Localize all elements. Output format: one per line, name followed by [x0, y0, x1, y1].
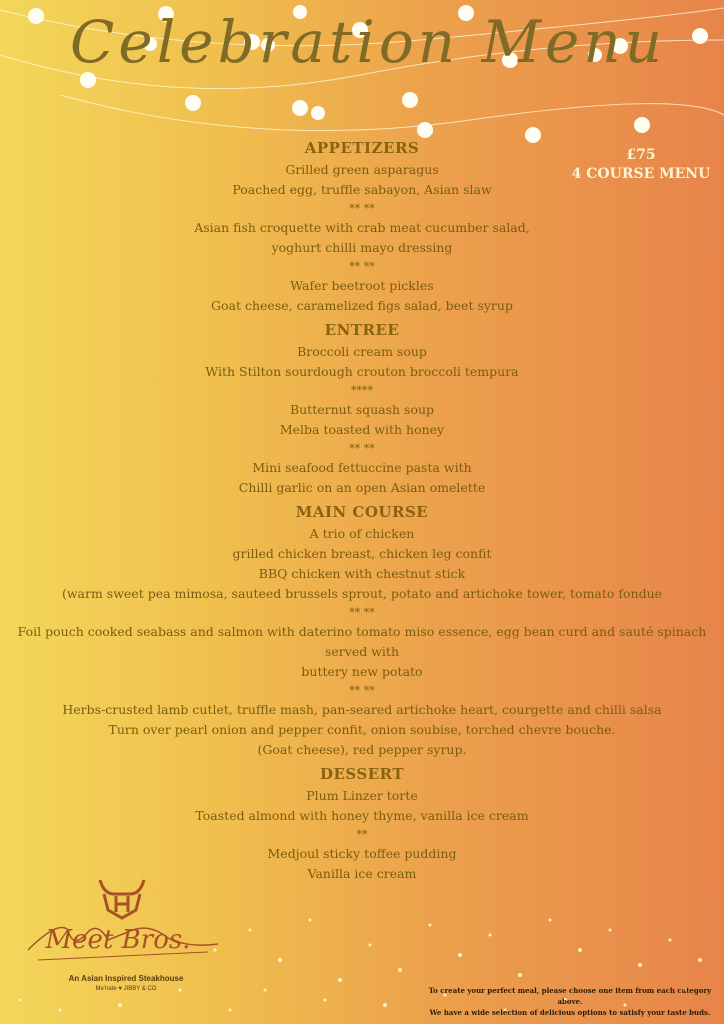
brand-name: Meet Bros. [45, 925, 191, 955]
menu-item-line: Plum Linzer torte [306, 788, 418, 803]
menu-item-line: Chilli garlic on an open Asian omelette [238, 480, 486, 495]
menu-item-line: Melba toasted with honey [279, 422, 445, 437]
menu-item-line: Herbs-crusted lamb cutlet, truffle mash, pan-seared artichoke heart, courgette and chilli salsa [62, 702, 662, 717]
separator: ** [356, 828, 368, 841]
menu-item-line: Mini seafood fettuccine pasta with [252, 460, 472, 475]
brand-partners: Me'nate ♥ JIBBY & CO [95, 986, 157, 992]
brand-tagline: An Asian Inspired Steakhouse [68, 974, 184, 983]
section-heading: APPETIZERS [304, 139, 420, 157]
footnote [420, 985, 720, 1018]
menu-item-line: (warm sweet pea mimosa, sauteed brussels sprout, potato and artichoke tower, tomato fondue [61, 586, 663, 601]
menu-item-line: buttery new potato [301, 664, 423, 679]
menu-item-line: Asian fish croquette with crab meat cucumber salad, [194, 220, 530, 235]
menu-content [0, 134, 724, 884]
menu-item-line: Broccoli cream soup [297, 344, 427, 359]
separator: ** ** [349, 260, 375, 273]
footnote-line: To create your perfect meal, please choose one item from each category above. [428, 986, 712, 1006]
separator: **** [351, 384, 373, 397]
menu-item-line: With Stilton sourdough crouton broccoli tempura [205, 364, 519, 379]
menu-item-line: Poached egg, truffle sabayon, Asian slaw [232, 182, 492, 197]
menu-item-line: (Goat cheese), red pepper syrup. [257, 742, 467, 757]
menu-title: Celebration Menu [70, 8, 666, 76]
separator: ** ** [349, 202, 375, 215]
price: £75 [626, 147, 656, 163]
section-heading: MAIN COURSE [295, 503, 429, 521]
separator: ** ** [349, 442, 375, 455]
footnote-line: We have a wide selection of delicious options to satisfy your taste buds. [429, 1008, 711, 1017]
section-heading: DESSERT [319, 765, 405, 783]
menu-item-line: Butternut squash soup [289, 402, 435, 417]
menu-item-line: A trio of chicken [309, 526, 415, 541]
menu-item-line: Grilled green asparagus [285, 162, 439, 177]
bull-icon [100, 880, 144, 918]
price-label: 4 COURSE MENU [571, 166, 711, 182]
menu-item-line: Goat cheese, caramelized figs salad, beet syrup [211, 298, 513, 313]
menu-item-line: BBQ chicken with chestnut stick [258, 566, 466, 581]
menu-item-line: grilled chicken breast, chicken leg confit [232, 546, 492, 561]
section-heading: ENTREE [324, 321, 400, 339]
menu-item-line: Wafer beetroot pickles [290, 278, 434, 293]
menu-item-line: Turn over pearl onion and pepper confit, onion soubise, torched chevre bouche. [108, 722, 616, 737]
menu-item-line: Toasted almond with honey thyme, vanilla ice cream [195, 808, 529, 823]
menu-item-line: Vanilla ice cream [307, 866, 417, 881]
separator: ** ** [349, 684, 375, 697]
menu-item-line: Medjoul sticky toffee pudding [267, 846, 457, 861]
menu-item-line: yoghurt chilli mayo dressing [271, 240, 453, 255]
menu-item-line: Foil pouch cooked seabass and salmon with daterino tomato miso essence, egg bean curd and sauté spinach served with [17, 624, 707, 659]
separator: ** ** [349, 606, 375, 619]
